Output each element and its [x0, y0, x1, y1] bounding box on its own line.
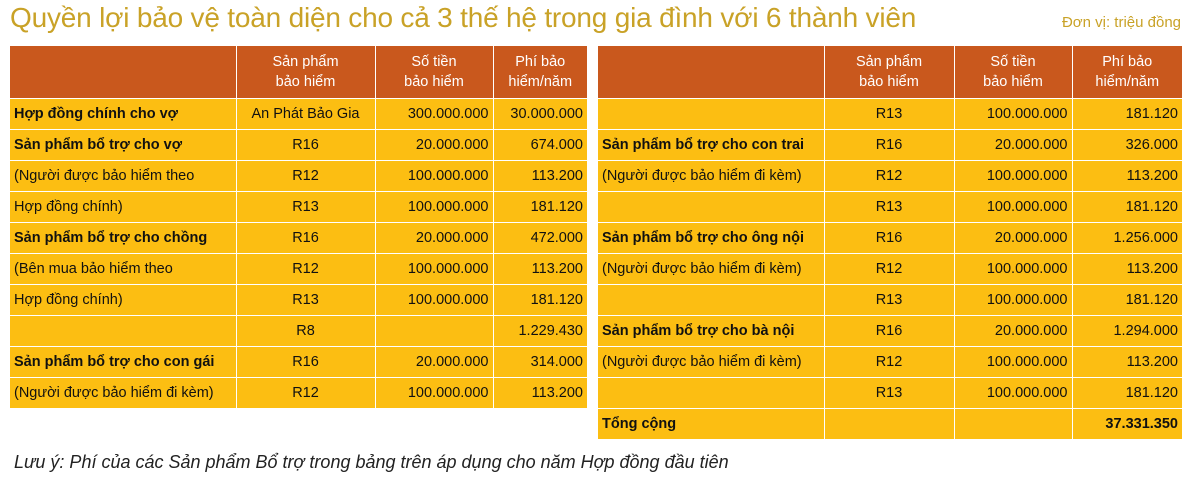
- table-row: [598, 378, 1182, 409]
- header-product: Sản phẩm bảo hiểm: [236, 46, 375, 99]
- table-row: [598, 316, 1182, 347]
- table-row: [598, 192, 1182, 223]
- row-label: Hợp đồng chính cho vợ: [10, 99, 236, 130]
- product-cell: R13: [236, 285, 375, 316]
- page-title: Quyền lợi bảo vệ toàn diện cho cả 3 thế hệ trong gia đình với 6 thành viên: [10, 2, 917, 33]
- sum-insured-cell: 20.000.000: [375, 347, 493, 378]
- table-row: [598, 347, 1182, 378]
- header-sum-insured: Số tiền bảo hiểm: [954, 46, 1072, 99]
- sum-insured-cell: 20.000.000: [375, 130, 493, 161]
- total-value: 37.331.350: [1072, 409, 1182, 440]
- row-label: [598, 378, 824, 409]
- table-row: [10, 161, 587, 192]
- premium-cell: 181.120: [493, 285, 587, 316]
- product-cell: R12: [824, 347, 954, 378]
- header-product: Sản phẩm bảo hiểm: [824, 46, 954, 99]
- product-cell: R13: [824, 99, 954, 130]
- total-empty-cell: [824, 409, 954, 440]
- product-cell: R12: [824, 161, 954, 192]
- premium-cell: 181.120: [1072, 285, 1182, 316]
- premium-cell: 181.120: [493, 192, 587, 223]
- row-label: Sản phẩm bổ trợ cho vợ: [10, 130, 236, 161]
- row-label: Sản phẩm bổ trợ cho con gái: [10, 347, 236, 378]
- premium-cell: 113.200: [1072, 254, 1182, 285]
- premium-cell: 1.256.000: [1072, 223, 1182, 254]
- premium-cell: 674.000: [493, 130, 587, 161]
- product-cell: R8: [236, 316, 375, 347]
- product-cell: R16: [824, 130, 954, 161]
- table-header-row: [10, 46, 587, 99]
- premium-cell: 472.000: [493, 223, 587, 254]
- row-label: [598, 192, 824, 223]
- row-label: Sản phẩm bổ trợ cho con trai: [598, 130, 824, 161]
- header-sum-insured: Số tiền bảo hiểm: [375, 46, 493, 99]
- premium-cell: 113.200: [493, 254, 587, 285]
- product-cell: R13: [824, 285, 954, 316]
- row-label: (Người được bảo hiểm đi kèm): [598, 254, 824, 285]
- sum-insured-cell: 20.000.000: [375, 223, 493, 254]
- premium-cell: 326.000: [1072, 130, 1182, 161]
- product-cell: R13: [236, 192, 375, 223]
- row-label: [10, 316, 236, 347]
- premium-cell: 181.120: [1072, 99, 1182, 130]
- premium-cell: 1.229.430: [493, 316, 587, 347]
- table-row: [10, 192, 587, 223]
- sum-insured-cell: 100.000.000: [375, 285, 493, 316]
- benefits-table-right: [598, 46, 1182, 440]
- row-label: Hợp đồng chính): [10, 285, 236, 316]
- header-empty: [598, 46, 824, 99]
- table-row: [10, 130, 587, 161]
- row-label: Sản phẩm bổ trợ cho chồng: [10, 223, 236, 254]
- benefits-table-left: [10, 46, 587, 409]
- sum-insured-cell: 100.000.000: [375, 254, 493, 285]
- sum-insured-cell: 100.000.000: [954, 347, 1072, 378]
- sum-insured-cell: 100.000.000: [954, 192, 1072, 223]
- sum-insured-cell: [375, 316, 493, 347]
- sum-insured-cell: 20.000.000: [954, 316, 1072, 347]
- product-cell: An Phát Bảo Gia: [236, 99, 375, 130]
- table-row: [10, 99, 587, 130]
- row-label: (Người được bảo hiểm đi kèm): [598, 161, 824, 192]
- sum-insured-cell: 100.000.000: [954, 99, 1072, 130]
- table-row: [10, 316, 587, 347]
- table-header-row: [598, 46, 1182, 99]
- product-cell: R16: [236, 130, 375, 161]
- product-cell: R13: [824, 378, 954, 409]
- product-cell: R16: [824, 316, 954, 347]
- table-row: [598, 130, 1182, 161]
- product-cell: R12: [824, 254, 954, 285]
- product-cell: R12: [236, 161, 375, 192]
- table-row: [10, 285, 587, 316]
- table-row: [10, 347, 587, 378]
- table-row: [10, 378, 587, 409]
- total-empty-cell: [954, 409, 1072, 440]
- sum-insured-cell: 100.000.000: [954, 161, 1072, 192]
- premium-cell: 113.200: [1072, 161, 1182, 192]
- row-label: Sản phẩm bổ trợ cho ông nội: [598, 223, 824, 254]
- sum-insured-cell: 100.000.000: [375, 161, 493, 192]
- product-cell: R16: [824, 223, 954, 254]
- premium-cell: 314.000: [493, 347, 587, 378]
- unit-label: Đơn vị: triệu đồng: [1061, 14, 1181, 31]
- table-row: [598, 223, 1182, 254]
- premium-cell: 181.120: [1072, 378, 1182, 409]
- header-premium: Phí bảo hiểm/năm: [1072, 46, 1182, 99]
- row-label: [598, 285, 824, 316]
- sum-insured-cell: 100.000.000: [954, 285, 1072, 316]
- table-row: [10, 254, 587, 285]
- row-label: (Người được bảo hiểm đi kèm): [598, 347, 824, 378]
- total-label: Tổng cộng: [598, 409, 824, 440]
- footnote: Lưu ý: Phí của các Sản phẩm Bổ trợ trong bảng trên áp dụng cho năm Hợp đồng đầu tiên: [14, 452, 729, 472]
- sum-insured-cell: 20.000.000: [954, 223, 1072, 254]
- header-premium: Phí bảo hiểm/năm: [493, 46, 587, 99]
- premium-cell: 30.000.000: [493, 99, 587, 130]
- table-row: [598, 285, 1182, 316]
- row-label: Sản phẩm bổ trợ cho bà nội: [598, 316, 824, 347]
- premium-cell: 1.294.000: [1072, 316, 1182, 347]
- premium-cell: 181.120: [1072, 192, 1182, 223]
- table-row: [10, 223, 587, 254]
- sum-insured-cell: 100.000.000: [954, 378, 1072, 409]
- row-label: (Bên mua bảo hiểm theo: [10, 254, 236, 285]
- sum-insured-cell: 300.000.000: [375, 99, 493, 130]
- header-empty: [10, 46, 236, 99]
- sum-insured-cell: 20.000.000: [954, 130, 1072, 161]
- table-row: [598, 254, 1182, 285]
- total-row: [598, 409, 1182, 440]
- product-cell: R16: [236, 223, 375, 254]
- product-cell: R12: [236, 254, 375, 285]
- premium-cell: 113.200: [1072, 347, 1182, 378]
- row-label: (Người được bảo hiểm theo: [10, 161, 236, 192]
- sum-insured-cell: 100.000.000: [954, 254, 1072, 285]
- row-label: [598, 99, 824, 130]
- product-cell: R13: [824, 192, 954, 223]
- row-label: (Người được bảo hiểm đi kèm): [10, 378, 236, 409]
- premium-cell: 113.200: [493, 378, 587, 409]
- product-cell: R12: [236, 378, 375, 409]
- sum-insured-cell: 100.000.000: [375, 192, 493, 223]
- product-cell: R16: [236, 347, 375, 378]
- table-row: [598, 161, 1182, 192]
- sum-insured-cell: 100.000.000: [375, 378, 493, 409]
- premium-cell: 113.200: [493, 161, 587, 192]
- table-row: [598, 99, 1182, 130]
- row-label: Hợp đồng chính): [10, 192, 236, 223]
